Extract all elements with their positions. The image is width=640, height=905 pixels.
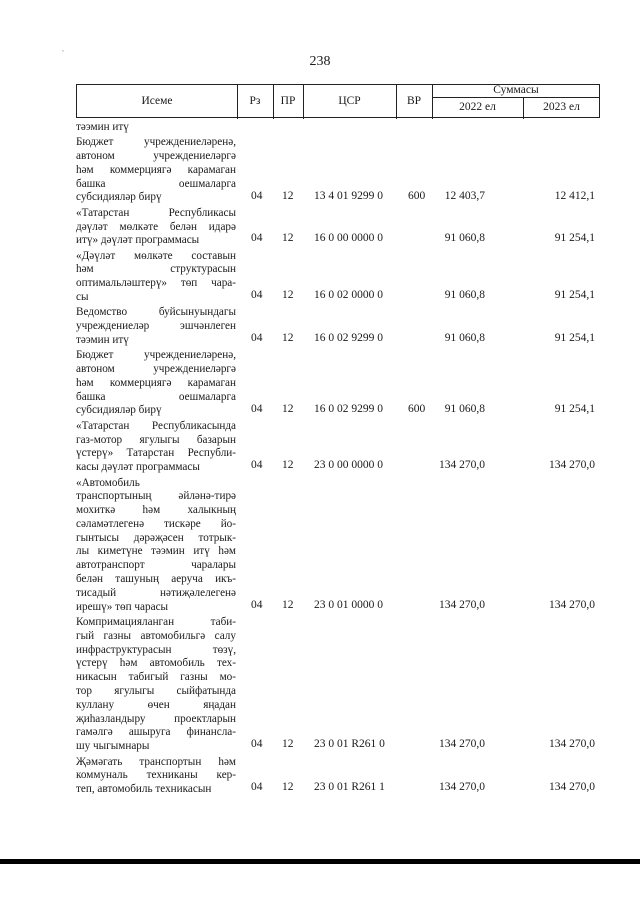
- row-name-line: автотранспорт чаралары: [76, 559, 236, 572]
- row-name-line: гый газны автомобильгə салу: [76, 629, 236, 642]
- row-name-line: ирешү» төп чарасы: [76, 600, 169, 613]
- cell-csr: 23 0 00 0000 0: [314, 459, 383, 472]
- row-name-line: автоном учреждениелəргə: [76, 363, 236, 376]
- cell-rz: 04: [251, 402, 263, 415]
- row-name-line: никасын табигый газны мо-: [76, 671, 236, 684]
- header-vr: ВР: [406, 95, 422, 107]
- row-name-line: җиһазландыру проектларын: [76, 712, 236, 725]
- row-name: [76, 306, 236, 347]
- cell-rz: 04: [251, 781, 263, 794]
- header-year-2023: 2023 ел: [543, 101, 580, 113]
- row-name-line: Бюджет учреждениелəренə,: [76, 349, 236, 362]
- row-name-line: тəэмин итү: [76, 333, 129, 346]
- row-name: [76, 121, 236, 135]
- row-name-line: теп, автомобиль техникасын: [76, 783, 212, 796]
- cell-sum-2023: 91 254,1: [554, 232, 595, 245]
- row-name: [76, 756, 236, 797]
- header-csr: ЦСР: [338, 95, 361, 107]
- row-name-line: Ведомство буйсынуындагы: [76, 306, 236, 319]
- row-name-line: итү» дəүлəт программасы: [76, 234, 200, 247]
- cell-rz: 04: [251, 738, 263, 751]
- cell-sum-2022: 134 270,0: [439, 598, 485, 611]
- cell-sum-2022: 134 270,0: [439, 781, 485, 794]
- cell-rz: 04: [251, 459, 263, 472]
- row-name-line: лы киметүне тəэмин итү һəм: [76, 545, 236, 558]
- cell-csr: 23 0 01 R261 0: [314, 738, 385, 751]
- row-name-line: һəм коммерциягə карамаган: [76, 163, 236, 176]
- row-name-line: башка оешмаларга: [76, 390, 236, 403]
- cell-sum-2022: 134 270,0: [439, 459, 485, 472]
- row-name: [76, 477, 236, 615]
- cell-sum-2023: 134 270,0: [549, 738, 595, 751]
- row-name-line: субсидиялəр бирү: [76, 404, 162, 417]
- row-name: [76, 207, 236, 248]
- cell-csr: 16 0 00 0000 0: [314, 232, 383, 245]
- cell-pr: 12: [282, 781, 294, 794]
- cell-sum-2022: 91 060,8: [444, 232, 485, 245]
- row-name-line: газ-мотор ягулыгы базарын: [76, 433, 236, 446]
- cell-pr: 12: [282, 189, 294, 202]
- cell-pr: 12: [282, 332, 294, 344]
- row-name-line: «Автомобиль: [76, 476, 140, 489]
- cell-vr: 600: [408, 189, 426, 202]
- header-rz: Рз: [249, 95, 261, 107]
- cell-vr: 600: [408, 402, 426, 415]
- row-name-line: Җəмəгать транспортын һəм: [76, 755, 236, 768]
- header-divider: [432, 97, 600, 98]
- row-name: [76, 349, 236, 418]
- row-name-line: «Татарстан Республикасында: [76, 419, 236, 432]
- cell-pr: 12: [282, 459, 294, 472]
- header-year-2022: 2022 ел: [459, 101, 496, 113]
- row-name-line: һəм коммерциягə карамаган: [76, 376, 236, 389]
- scan-mark: ,: [62, 44, 64, 53]
- cell-rz: 04: [251, 289, 263, 302]
- cell-rz: 04: [251, 189, 263, 202]
- row-name-line: Бюджет учреждениелəренə,: [76, 136, 236, 149]
- cell-pr: 12: [282, 598, 294, 611]
- cell-sum-2023: 134 270,0: [549, 598, 595, 611]
- cell-sum-2023: 91 254,1: [554, 289, 595, 302]
- row-name-line: автоном учреждениелəргə: [76, 150, 236, 163]
- row-name-line: үстерү һəм автомобиль тех-: [76, 657, 236, 670]
- row-name-line: дəүлəт мөлкəте белəн идарə: [76, 220, 236, 233]
- header-name: Исеме: [141, 95, 173, 107]
- cell-csr: 16 0 02 9299 0: [314, 402, 383, 415]
- row-name-line: Компримацияланган таби-: [76, 616, 236, 628]
- row-name-line: шу чыгымнары: [76, 740, 150, 753]
- cell-sum-2022: 134 270,0: [439, 738, 485, 751]
- row-name: [76, 616, 236, 754]
- cell-sum-2023: 91 254,1: [554, 402, 595, 415]
- row-name-line: гынтысы дəрəҗəсен тотрык-: [76, 531, 236, 544]
- row-name-line: касы дəүлəт программасы: [76, 461, 200, 474]
- row-name-line: белəн ташуның аеруча икъ-: [76, 573, 236, 586]
- row-name-line: гамəлгə ашыруга финансла-: [76, 726, 236, 739]
- cell-csr: 23 0 01 0000 0: [314, 598, 383, 611]
- row-name-line: тор ягулыгы сыйфатында: [76, 684, 236, 697]
- row-name: [76, 250, 236, 305]
- scan-border: [0, 859, 640, 864]
- cell-sum-2022: 91 060,8: [444, 289, 485, 302]
- cell-pr: 12: [282, 402, 294, 415]
- row-name-line: инфраструктурасын төзү,: [76, 643, 236, 656]
- cell-csr: 16 0 02 9299 0: [314, 332, 383, 344]
- row-name-line: сəламəтлегенə тискəре йо-: [76, 517, 236, 530]
- cell-rz: 04: [251, 232, 263, 245]
- cell-sum-2022: 91 060,8: [444, 332, 485, 344]
- row-name-line: сы: [76, 291, 89, 304]
- cell-sum-2022: 91 060,8: [444, 402, 485, 415]
- table-header: [76, 84, 600, 118]
- row-name-line: тисадый нəтиҗəлелегенə: [76, 586, 236, 599]
- cell-rz: 04: [251, 598, 263, 611]
- row-name-line: куллану өчен яңадан: [76, 698, 236, 711]
- row-name-line: коммуналь техниканы кер-: [76, 769, 236, 782]
- row-name: [76, 420, 236, 475]
- row-name-line: «Дəүлəт мөлкəте составын: [76, 249, 236, 262]
- row-name-line: һəм структурасын: [76, 263, 236, 276]
- cell-pr: 12: [282, 232, 294, 245]
- cell-csr: 23 0 01 R261 1: [314, 781, 385, 794]
- row-name-line: оптимальлəштерү» төп чара-: [76, 277, 236, 290]
- header-pr: ПР: [280, 95, 296, 107]
- cell-sum-2022: 12 403,7: [444, 189, 485, 202]
- row-name-line: транспортының əйлəнə-тирə: [76, 490, 236, 503]
- cell-rz: 04: [251, 332, 263, 344]
- header-sums: Суммасы: [493, 84, 539, 96]
- row-name-line: мохиткə һəм халыкның: [76, 504, 236, 517]
- row-name-line: субсидиялəр бирү: [76, 191, 162, 204]
- row-name-line: тəэмин итү: [76, 121, 129, 133]
- row-name-line: учреждениелəр эшчəнлеген: [76, 320, 236, 333]
- cell-pr: 12: [282, 289, 294, 302]
- row-name-line: башка оешмаларга: [76, 177, 236, 190]
- page-number: 238: [309, 54, 331, 69]
- row-name: [76, 136, 236, 205]
- cell-sum-2023: 12 412,1: [554, 189, 595, 202]
- cell-csr: 16 0 02 0000 0: [314, 289, 383, 302]
- cell-csr: 13 4 01 9299 0: [314, 189, 383, 202]
- cell-sum-2023: 134 270,0: [549, 459, 595, 472]
- row-name-line: «Татарстан Республикасы: [76, 206, 236, 219]
- row-name-line: үстерү» Татарстан Республи-: [76, 447, 236, 460]
- cell-sum-2023: 91 254,1: [554, 332, 595, 344]
- cell-sum-2023: 134 270,0: [549, 781, 595, 794]
- cell-pr: 12: [282, 738, 294, 751]
